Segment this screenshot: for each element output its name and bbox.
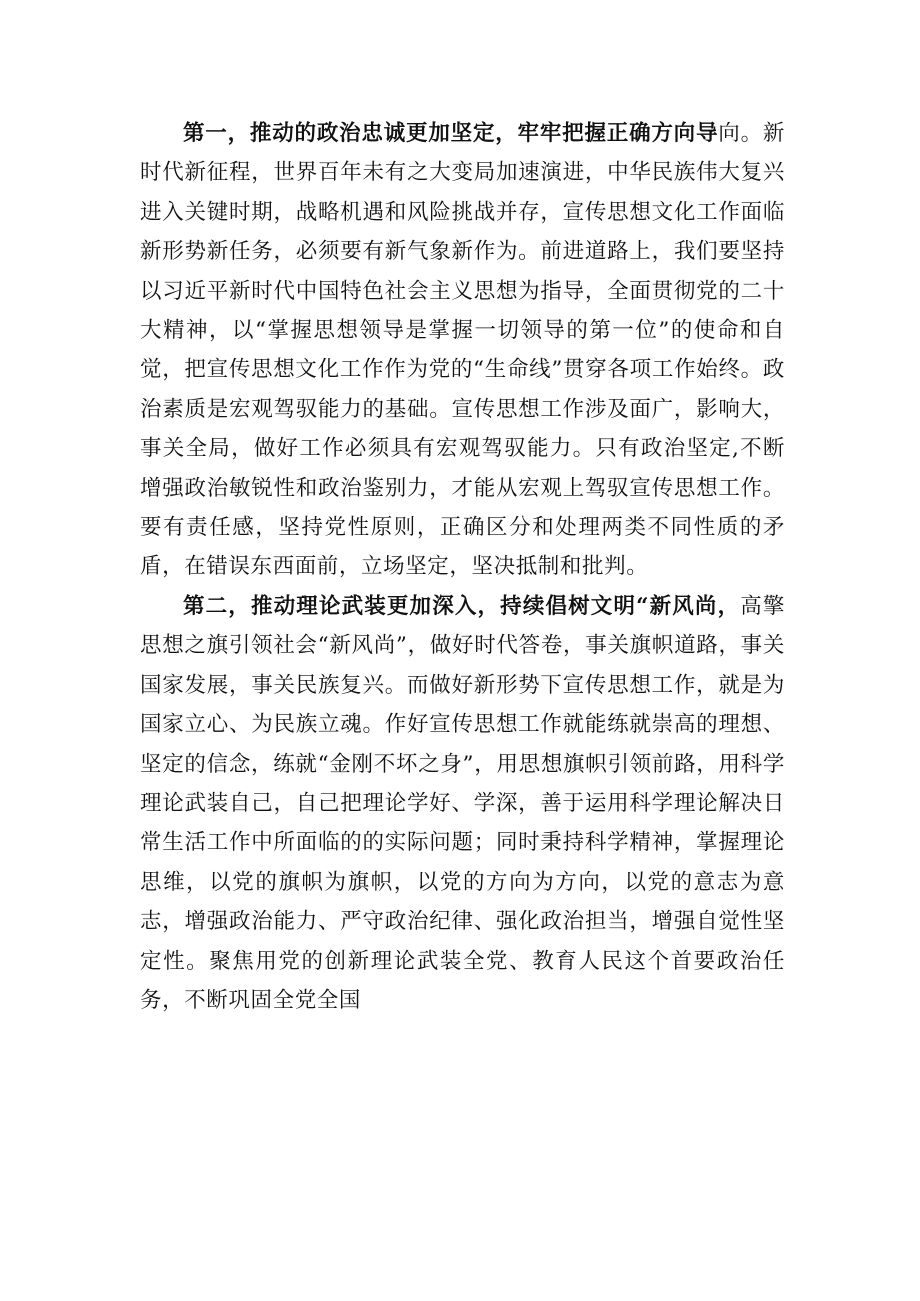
paragraph-1-lead: 第一，推动的政治忠诚更加坚定，牢牢把握正确方向导: [183, 121, 719, 146]
document-page: [140, 114, 785, 1020]
paragraph-1-body: 向。新时代新征程，世界百年未有之大变局加速演进，中华民族伟大复兴进入关键时期，战略机遇和风险挑战并存，宣传思想文化工作面临新形势新任务，必须要有新气象新作为。前进道路上，我们要坚持以习近平新时代中国特色社会主义思想为指导，全面贯彻党的二十大精神，以“掌握思想领导是掌握一切领导的第一位”的使命和自觉，把宣传思想文化工作作为党的“生命线”贯穿各项工作始终。政治素质是宏观驾驭能力的基础。宣传思想工作涉及面广，影响大，事关全局，做好工作必须具有宏观驾驭能力。只有政治坚定,不断增强政治敏锐性和政治鉴别力，才能从宏观上驾驭宣传思想工作。要有责任感，坚持党性原则，正确区分和处理两类不同性质的矛盾，在错误东西面前，立场坚定，坚决抵制和批判。: [140, 121, 785, 580]
paragraph-2-body: 高擎思想之旗引领社会“新风尚”，做好时代答卷，事关旗帜道路，事关国家发展，事关民族复兴。而做好新形势下宣传思想工作，就是为国家立心、为民族立魂。作好宣传思想工作就能练就崇高的理想、坚定的信念，练就“金刚不坏之身”，用思想旗帜引领前路，用科学理论武装自己，自己把理论学好、学深，善于运用科学理论解决日常生活工作中所面临的的实际问题；同时秉持科学精神，掌握理论思维，以党的旗帜为旗帜，以党的方向为方向，以党的意志为意志，增强政治能力、严守政治纪律、强化政治担当，增强自觉性坚定性。聚焦用党的创新理论武装全党、教育人民这个首要政治任务，不断巩固全党全国: [140, 593, 786, 1013]
paragraph-2-lead: 第二，推动理论武装更加深入，持续倡树文明“新风尚，: [183, 593, 741, 619]
paragraph-1: [140, 114, 785, 587]
paragraph-2: [140, 587, 785, 1020]
